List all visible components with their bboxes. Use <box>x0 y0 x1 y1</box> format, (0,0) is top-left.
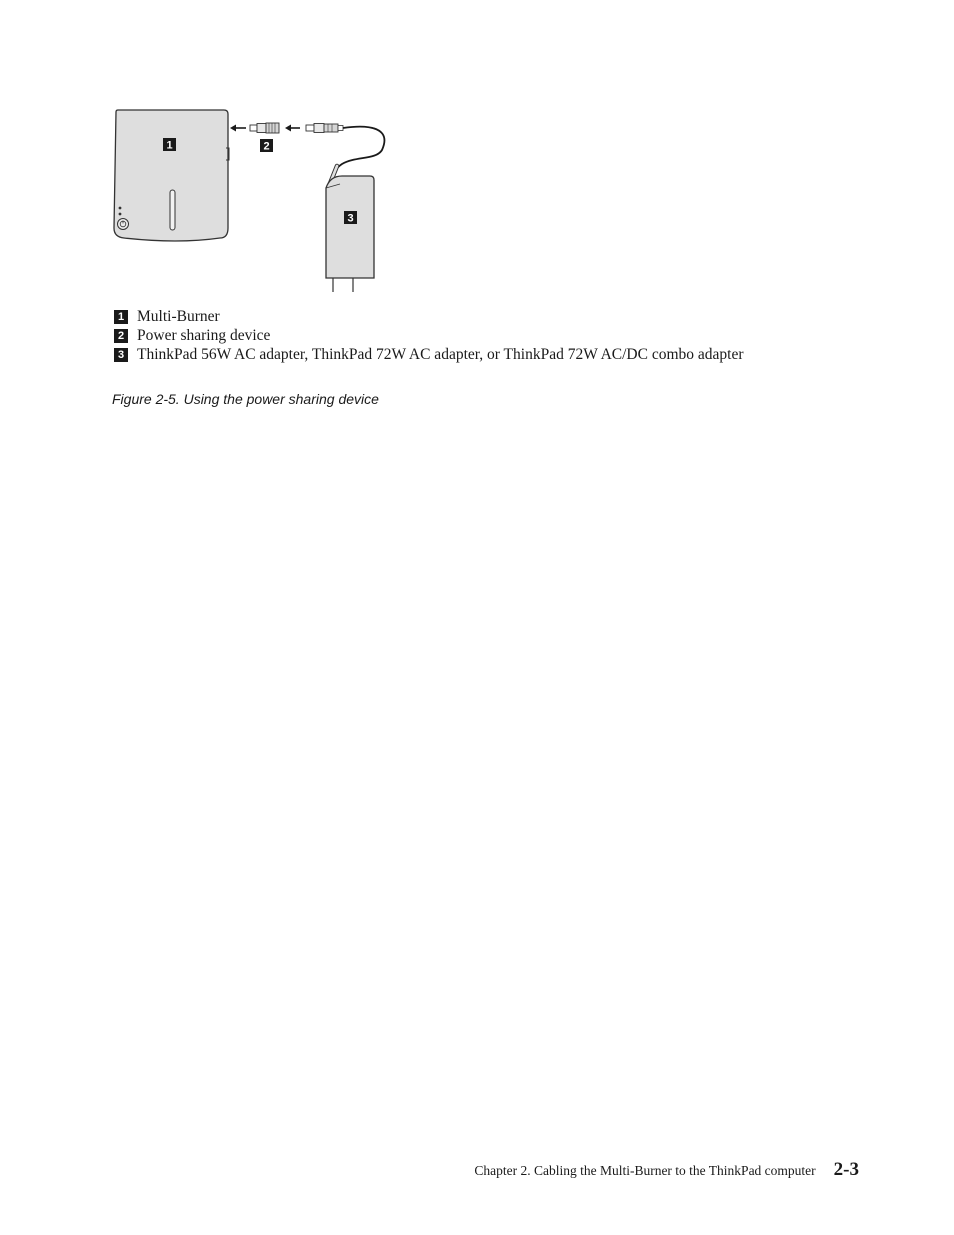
footer-chapter-title: Chapter 2. Cabling the Multi-Burner to the ThinkPad computer <box>474 1163 816 1178</box>
legend-text: Multi-Burner <box>137 307 220 325</box>
arrow-left-icon <box>285 125 300 132</box>
svg-text:1: 1 <box>166 139 173 152</box>
multi-burner-illustration <box>114 110 229 241</box>
legend-item-ac-adapter <box>114 345 743 364</box>
callout-number: 1 <box>114 310 128 324</box>
svg-text:2: 2 <box>263 140 270 153</box>
ac-adapter-illustration <box>326 176 374 292</box>
legend-item-power-sharing-device <box>114 326 743 345</box>
figure-caption: Figure 2-5. Using the power sharing device <box>112 391 379 407</box>
legend-text: ThinkPad 56W AC adapter, ThinkPad 72W AC adapter, or ThinkPad 72W AC/DC combo adapter <box>137 345 744 363</box>
callout-number: 3 <box>114 348 128 362</box>
callout-3 <box>344 211 357 225</box>
power-sharing-device-illustration <box>250 123 279 133</box>
svg-text:3: 3 <box>347 212 354 225</box>
page-number: 2-3 <box>833 1159 859 1180</box>
callout-number: 2 <box>114 329 128 343</box>
callout-1 <box>163 138 176 152</box>
power-sharing-figure <box>108 104 398 300</box>
legend-text: Power sharing device <box>137 326 271 344</box>
legend-item-multi-burner <box>114 307 743 326</box>
power-button-icon <box>118 219 129 230</box>
figure-legend <box>114 307 743 364</box>
arrow-left-icon <box>230 125 246 132</box>
page-footer <box>474 1159 859 1181</box>
callout-2 <box>260 139 273 153</box>
